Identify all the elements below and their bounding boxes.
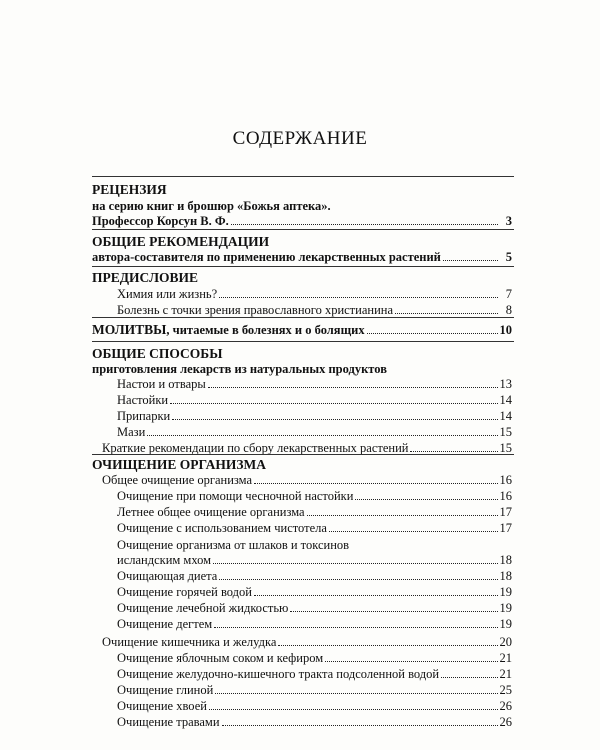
toc-entry-page: 14 (499, 393, 512, 407)
leader-dots (231, 214, 498, 225)
toc-entry-text: Болезнь с точки зрения православного христианина (117, 303, 394, 317)
section-subtitle: приготовления лекарств из натуральных продуктов (92, 362, 387, 376)
section-divider (92, 266, 514, 267)
toc-entry-page: 16 (499, 473, 512, 487)
toc-entry-text: Профессор Корсун В. Ф. (92, 214, 229, 228)
leader-dots (441, 667, 497, 678)
toc-entry-text: автора-составителя по применению лекарственных растений (92, 250, 441, 264)
toc-entry-page: 21 (499, 667, 512, 681)
toc-entry-text: Очищение кишечника и желудка (102, 635, 277, 649)
toc-entry-page: 25 (499, 683, 512, 697)
toc-entry-page: 19 (499, 585, 512, 599)
leader-dots (213, 553, 497, 564)
leader-dots (170, 393, 497, 404)
toc-entry-page: 8 (505, 303, 512, 317)
toc-entry-text: Мази (117, 425, 146, 439)
toc-entry-text: Очищение организма от шлаков и токсинов (117, 538, 350, 552)
leader-dots (219, 569, 497, 580)
section-preface (92, 270, 512, 317)
section-general-methods (92, 346, 512, 455)
section-divider (92, 229, 514, 230)
leader-dots (214, 617, 497, 628)
leader-dots (278, 635, 497, 646)
toc-entry[interactable] (117, 409, 512, 425)
toc-entry-text: Настои и отвары (117, 377, 206, 391)
toc-entry[interactable] (117, 489, 512, 505)
toc-entry-page: 19 (499, 617, 512, 631)
toc-entry-text (92, 322, 365, 338)
section-divider (92, 454, 514, 455)
toc-entry[interactable] (117, 699, 512, 715)
toc-entry-text: Очищение яблочным соком и кефиром (117, 651, 324, 665)
toc-entry[interactable] (117, 715, 512, 731)
toc-entry[interactable] (117, 585, 512, 601)
toc-entry-text: Настойки (117, 393, 169, 407)
section-heading: РЕЦЕНЗИЯ (92, 182, 167, 197)
section-subtitle: на серию книг и брошюр «Божья аптека». (92, 199, 331, 213)
toc-entry-page: 17 (499, 521, 512, 535)
section-review (92, 182, 512, 228)
leader-dots (172, 409, 497, 420)
section-heading: ОБЩИЕ СПОСОБЫ (92, 346, 223, 361)
toc-entry[interactable] (102, 635, 512, 651)
toc-entry[interactable] (117, 505, 512, 521)
section-heading: ОЧИЩЕНИЕ ОРГАНИЗМА (92, 457, 267, 472)
toc-entry-text: исландским мхом (117, 553, 212, 567)
toc-entry-page: 18 (499, 569, 512, 583)
toc-entry[interactable] (117, 601, 512, 617)
leader-dots (395, 303, 498, 314)
leader-dots (443, 250, 498, 261)
leader-dots (254, 473, 497, 484)
leader-dots (325, 651, 497, 662)
leader-dots (215, 683, 497, 694)
toc-entry-text: Краткие рекомендации по сбору лекарственных растений (102, 441, 409, 455)
toc-entry-page: 5 (505, 250, 512, 264)
toc-entry-page: 15 (499, 441, 512, 455)
toc-entry[interactable] (117, 393, 512, 409)
section-subtitle: , читаемые в болезнях и о болящих (166, 323, 365, 337)
section-general-recommendations (92, 234, 512, 264)
toc-entry-text: Очищение глиной (117, 683, 214, 697)
toc-entry[interactable] (92, 250, 512, 266)
toc-entry-text: Очищение лечебной жидкостью (117, 601, 289, 615)
toc-entry-text: Очищение травами (117, 715, 220, 729)
toc-entry[interactable] (117, 569, 512, 585)
toc-entry[interactable] (117, 377, 512, 393)
toc-entry-text: Очищение хвоей (117, 699, 207, 713)
toc-entry-page: 17 (499, 505, 512, 519)
toc-entry[interactable] (117, 683, 512, 699)
leader-dots (410, 441, 497, 452)
section-heading: ПРЕДИСЛОВИЕ (92, 270, 199, 285)
section-heading: ОБЩИЕ РЕКОМЕНДАЦИИ (92, 234, 270, 249)
toc-entry-page: 26 (499, 715, 512, 729)
leader-dots (222, 715, 498, 726)
toc-entry[interactable] (92, 322, 512, 338)
toc-entry-page: 18 (499, 553, 512, 567)
leader-dots (355, 489, 497, 500)
toc-entry-text: Общее очищение организма (102, 473, 253, 487)
toc-entry-page: 19 (499, 601, 512, 615)
leader-dots (219, 287, 498, 298)
leader-dots (290, 601, 497, 612)
toc-entry[interactable] (117, 425, 512, 441)
page-title: СОДЕРЖАНИЕ (232, 128, 368, 149)
section-cleansing (92, 457, 512, 729)
leader-dots (367, 323, 498, 334)
toc-entry-text: Очищение дегтем (117, 617, 213, 631)
toc-entry[interactable] (117, 287, 512, 303)
toc-entry[interactable] (92, 214, 512, 230)
toc-entry[interactable] (117, 521, 512, 537)
toc-entry-page: 26 (499, 699, 512, 713)
toc-entry-page: 16 (499, 489, 512, 503)
toc-entry[interactable] (102, 473, 512, 489)
toc-entry-page: 21 (499, 651, 512, 665)
section-heading: МОЛИТВЫ (92, 322, 167, 337)
toc-entry-page: 15 (499, 425, 512, 439)
toc-entry-page: 14 (499, 409, 512, 423)
leader-dots (254, 585, 498, 596)
section-divider (92, 176, 514, 177)
leader-dots (307, 505, 498, 516)
toc-entry-page: 7 (505, 287, 512, 301)
toc-entry-page: 3 (505, 214, 512, 228)
toc-entry-text: Очищение при помощи чесночной настойки (117, 489, 354, 503)
toc-entry-text: Очищение с использованием чистотела (117, 521, 327, 535)
toc-entry-page: 13 (499, 377, 512, 391)
section-divider (92, 317, 514, 318)
leader-dots (147, 425, 497, 436)
leader-dots (329, 521, 498, 532)
toc-entry-text: Очищение желудочно-кишечного тракта подсоленной водой (117, 667, 440, 681)
toc-entry-text: Припарки (117, 409, 171, 423)
toc-entry-text: Очищение горячей водой (117, 585, 252, 599)
toc-entry[interactable] (117, 553, 512, 569)
leader-dots (208, 377, 498, 388)
toc-entry-page: 10 (499, 323, 512, 337)
section-divider (92, 341, 514, 342)
toc-entry-page: 20 (499, 635, 512, 649)
toc-entry-text: Очищающая диета (117, 569, 218, 583)
leader-dots (209, 699, 498, 710)
toc-entry[interactable] (117, 617, 512, 633)
toc-entry-text: Химия или жизнь? (117, 287, 218, 301)
toc-entry-text: Летнее общее очищение организма (117, 505, 305, 519)
toc-entry[interactable] (117, 651, 512, 667)
toc-entry[interactable] (117, 667, 512, 683)
